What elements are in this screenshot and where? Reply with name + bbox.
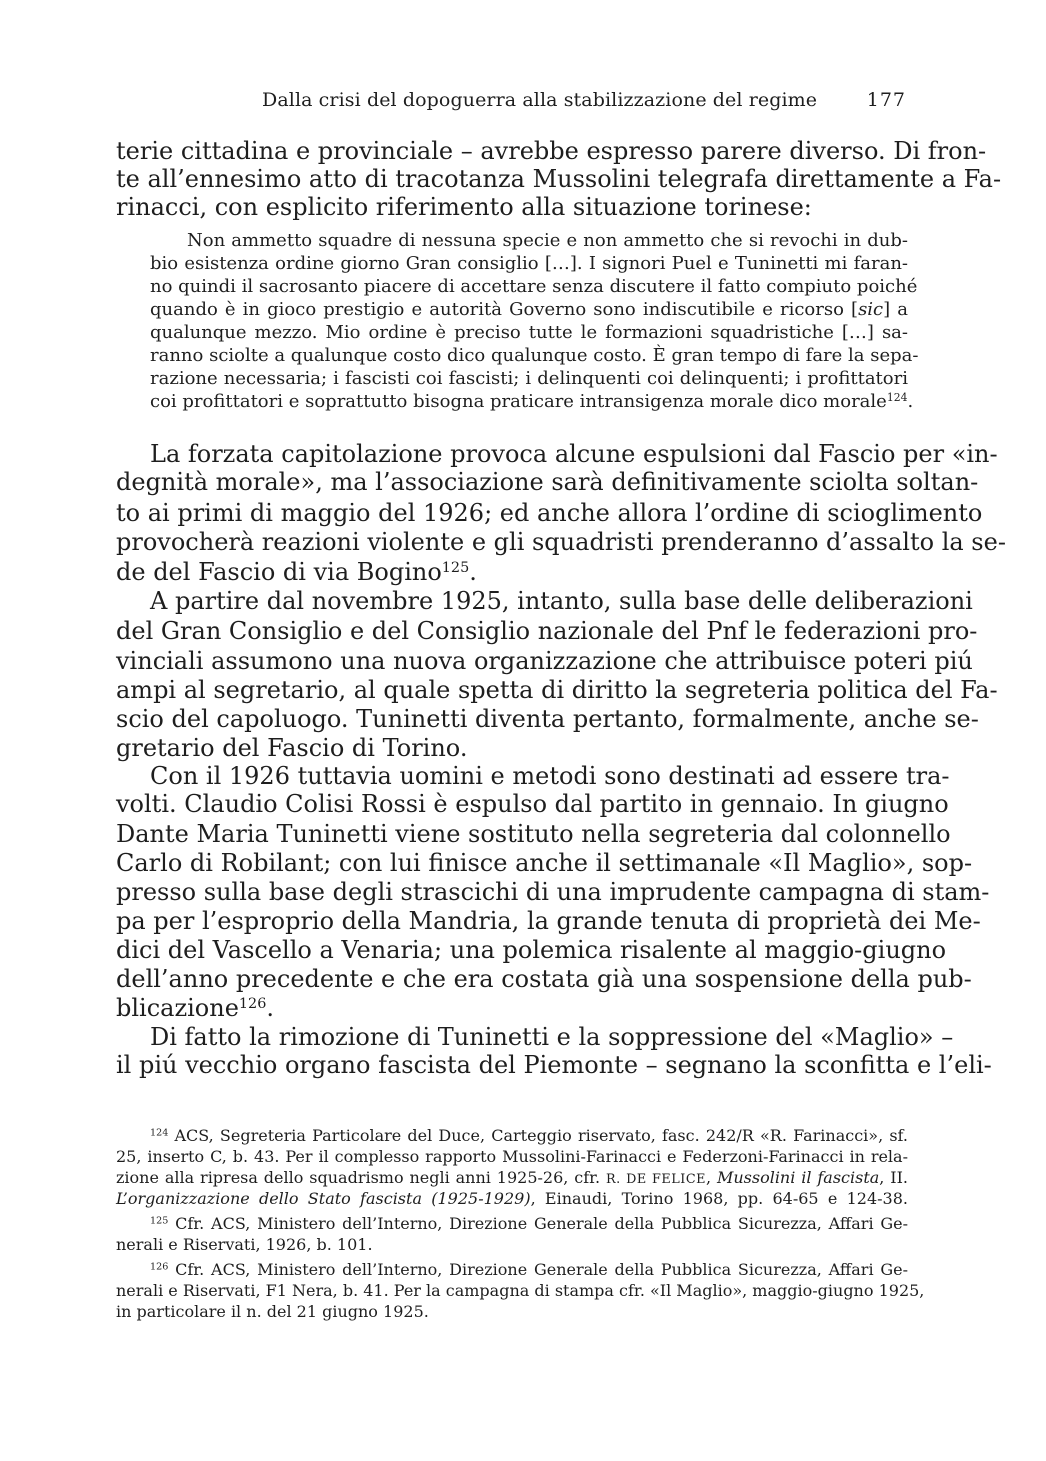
body-line: presso sulla base degli strascichi di una imprudente campagna di stam- xyxy=(116,878,990,906)
quote-line: ranno sciolte a qualunque costo dico qualunque costo. È gran tempo di fare la sepa- xyxy=(150,345,919,366)
quote-line: coi profittatori e soprattutto bisogna praticare intransigenza morale dico morale$^{124}$. xyxy=(150,391,914,412)
footnote-line: in particolare il n. del 21 giugno 1925. xyxy=(116,1302,429,1321)
body-line: vinciali assumono una nuova organizzazione che attribuisce poteri piú xyxy=(116,647,973,675)
footnote-line: nerali e Riservati, 1926, b. 101. xyxy=(116,1235,373,1254)
running-header xyxy=(116,84,908,116)
footnote-line: $^{125}$ Cfr. ACS, Ministero dell’Interno, Direzione Generale della Pubblica Sicurezza, Affari Ge- xyxy=(150,1214,908,1233)
quote-line: quando è in gioco prestigio e autorità Governo sono indiscutibile e ricorso [sic] a xyxy=(150,299,909,320)
body-line: degnità morale», ma l’associazione sarà definitivamente sciolta soltan- xyxy=(116,468,979,496)
quote-line: Non ammetto squadre di nessuna specie e non ammetto che si revochi in dub- xyxy=(187,230,908,251)
body-line: volti. Claudio Colisi Rossi è espulso dal partito in gennaio. In giugno xyxy=(116,790,949,818)
body-line: scio del capoluogo. Tuninetti diventa pertanto, formalmente, anche se- xyxy=(116,705,979,733)
footnote-line: L’organizzazione dello Stato fascista (1925-1929), Einaudi, Torino 1968, pp. 64-65 e 124-38. xyxy=(116,1189,908,1208)
quote-line: bio esistenza ordine giorno Gran consiglio […]. I signori Puel e Tuninetti mi faran- xyxy=(150,253,908,274)
quote-line: razione necessaria; i fascisti coi fascisti; i delinquenti coi delinquenti; i profittatori xyxy=(150,368,908,389)
body-line: blicazione$^{126}$. xyxy=(116,994,275,1022)
body-line: del Gran Consiglio e del Consiglio nazionale del Pnf le federazioni pro- xyxy=(116,617,978,645)
footnote-line: $^{126}$ Cfr. ACS, Ministero dell’Interno, Direzione Generale della Pubblica Sicurezza, Affari Ge- xyxy=(150,1260,908,1279)
body-line: il piú vecchio organo fascista del Piemonte – segnano la sconfitta e l’eli- xyxy=(116,1051,992,1079)
footnote-line: $^{124}$ ACS, Segreteria Particolare del Duce, Carteggio riservato, fasc. 242/R «R. Farinacci», sf. xyxy=(150,1126,908,1145)
body-line: to ai primi di maggio del 1926; ed anche allora l’ordine di scioglimento xyxy=(116,499,983,527)
body-line: te all’ennesimo atto di tracotanza Mussolini telegrafa direttamente a Fa- xyxy=(116,165,1002,193)
footnote-line: 25, inserto C, b. 43. Per il complesso rapporto Mussolini-Farinacci e Federzoni-Farinacci in rela- xyxy=(116,1147,908,1166)
body-line: pa per l’esproprio della Mandria, la grande tenuta di proprietà dei Me- xyxy=(116,907,981,935)
body-line: de del Fascio di via Bogino$^{125}$. xyxy=(116,558,477,586)
footnote-line: zione alla ripresa dello squadrismo negli anni 1925-26, cfr. R. DE FELICE, Mussolini il fascista, II. xyxy=(116,1168,908,1187)
body-line: terie cittadina e provinciale – avrebbe espresso parere diverso. Di fron- xyxy=(116,137,987,165)
body-line: Dante Maria Tuninetti viene sostituto nella segreteria dal colonnello xyxy=(116,820,951,848)
footnote-line: nerali e Riservati, F1 Nera, b. 41. Per la campagna di stampa cfr. «Il Maglio», maggio-giugno 1925, xyxy=(116,1281,925,1300)
body-line: Con il 1926 tuttavia uomini e metodi sono destinati ad essere tra- xyxy=(150,762,950,790)
body-line: gretario del Fascio di Torino. xyxy=(116,734,468,762)
body-line: La forzata capitolazione provoca alcune espulsioni dal Fascio per «in- xyxy=(150,440,998,468)
body-line: rinacci, con esplicito riferimento alla situazione torinese: xyxy=(116,193,812,221)
body-line: Carlo di Robilant; con lui finisce anche il settimanale «Il Maglio», sop- xyxy=(116,849,973,877)
quote-line: no quindi il sacrosanto piacere di accettare senza discutere il fatto compiuto poiché xyxy=(150,276,918,297)
page-number: 177 xyxy=(866,89,906,111)
running-title: Dalla crisi del dopoguerra alla stabilizzazione del regime xyxy=(262,89,818,111)
body-line: A partire dal novembre 1925, intanto, sulla base delle deliberazioni xyxy=(150,587,973,615)
body-line: Di fatto la rimozione di Tuninetti e la soppressione del «Maglio» – xyxy=(150,1023,954,1051)
quote-line: qualunque mezzo. Mio ordine è preciso tutte le formazioni squadristiche […] sa- xyxy=(150,322,908,343)
body-line: provocherà reazioni violente e gli squadristi prenderanno d’assalto la se- xyxy=(116,528,1006,556)
body-line: dici del Vascello a Venaria; una polemica risalente al maggio-giugno xyxy=(116,936,947,964)
body-line: dell’anno precedente e che era costata già una sospensione della pub- xyxy=(116,965,972,993)
body-line: ampi al segretario, al quale spetta di diritto la segreteria politica del Fa- xyxy=(116,676,998,704)
